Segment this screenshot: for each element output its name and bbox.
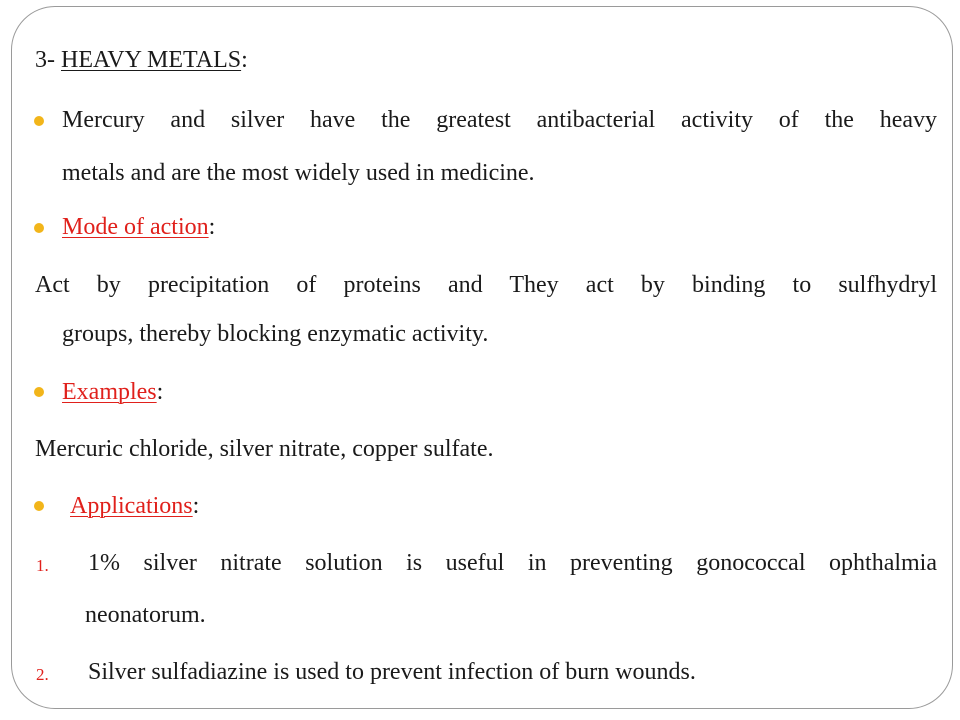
bullet-icon (34, 116, 44, 126)
intro-line-1: Mercury and silver have the greatest antibacterial activity of the heavy (62, 107, 937, 133)
list-item-2-line-1: Silver sulfadiazine is used to prevent infection of burn wounds. (88, 659, 696, 685)
heading-number: 3- (35, 47, 61, 73)
examples-suffix: : (156, 379, 164, 405)
mode-label: Mode of action (62, 214, 209, 240)
bullet-icon (34, 501, 44, 511)
examples-text: Mercuric chloride, silver nitrate, copper sulfate. (35, 436, 494, 462)
bullet-icon (34, 223, 44, 233)
list-item-1-line-1: 1% silver nitrate solution is useful in preventing gonococcal ophthalmia (88, 550, 937, 576)
mode-text-line-1: Act by precipitation of proteins and They act by binding to sulfhydryl (35, 272, 937, 298)
section-heading (35, 46, 937, 75)
applications-label: Applications (70, 493, 193, 519)
heading-suffix: : (241, 47, 248, 73)
applications-heading (70, 492, 937, 521)
mode-heading (62, 213, 937, 242)
applications-suffix: : (192, 493, 200, 519)
intro-line-2: metals and are the most widely used in medicine. (62, 160, 535, 186)
heading-title: HEAVY METALS (61, 47, 242, 73)
bullet-icon (34, 387, 44, 397)
list-item-1-line-2: neonatorum. (85, 602, 206, 628)
list-marker: 1. (36, 556, 49, 575)
examples-heading (62, 378, 937, 407)
mode-text-line-2: groups, thereby blocking enzymatic activity. (62, 321, 489, 347)
examples-label: Examples (62, 379, 157, 405)
mode-suffix: : (208, 214, 216, 240)
list-marker: 2. (36, 665, 49, 684)
